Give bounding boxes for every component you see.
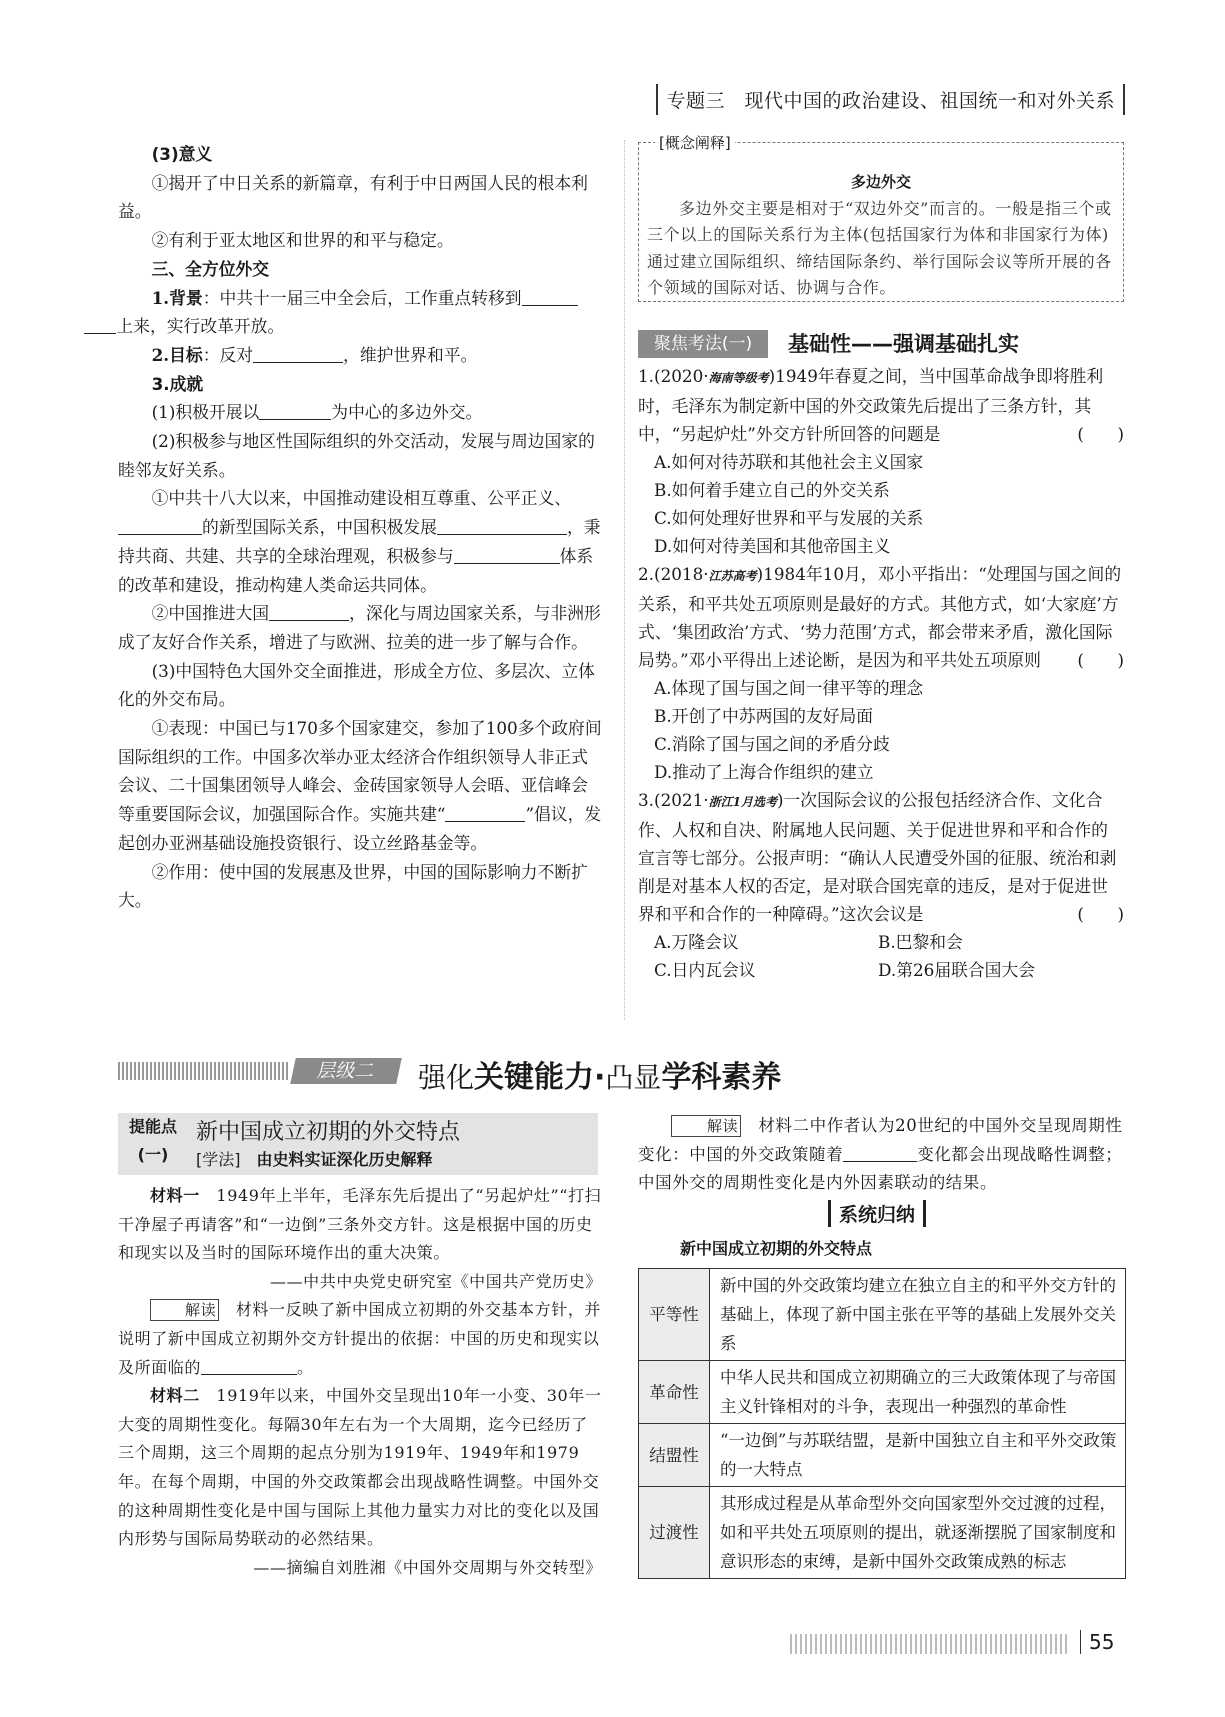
ach-3	[118, 484, 602, 599]
achievement-label: 3.成就	[151, 373, 204, 394]
section-3-title: 三、全方位外交	[151, 258, 270, 279]
q-stem: )一次国际会议的公报包括经济合作、文化合作、人权和自决、附属地人民问题、关于促进世界和平和合作的宣言等七部分。公报声明：“确认人民遭受外国的征服、统治和剥削是对基本人权的否定，是对联合国宪章的违反，是对于促进世界和平和合作的一种障碍。”这次会议是	[638, 790, 1117, 924]
method-tag: 学法	[202, 1150, 235, 1169]
material-1	[118, 1182, 602, 1268]
option[interactable]: D.第26届联合国大会	[878, 960, 1036, 980]
running-header: 专题三 现代中国的政治建设、祖国统一和对外关系	[656, 84, 1125, 115]
yiyi-title: (3)意义	[151, 144, 213, 164]
material-1-source: ——中共中央党史研究室《中国共产党历史》	[269, 1271, 602, 1291]
question-3	[638, 786, 1124, 984]
q-num: 3.	[638, 790, 655, 810]
goal-label: 2.目标	[151, 344, 203, 365]
ach-6	[118, 714, 602, 858]
bg-text-b: 上来，实行改革开放。	[116, 316, 285, 337]
q-year: (2020·	[654, 366, 709, 386]
ach-6a: ①表现：中国已与170多个国家建交，参加了100多个政府间国际组织的工作。中国多次举办亚太经济合作组织领导人非正式会议、二十国集团领导人峰会、金砖国家领导人会晤、亚信峰会等重要国际会议，加强国际合作。实施共建“	[118, 718, 602, 825]
bg-label: 1.背景	[151, 287, 203, 308]
table-row	[639, 1424, 1126, 1487]
jiedu-text-b: 。	[297, 1357, 314, 1377]
row-header: 过渡性	[639, 1487, 710, 1579]
page-number: 55	[1080, 1630, 1122, 1654]
table-row	[639, 1269, 1126, 1361]
blank	[437, 517, 567, 535]
concept-box	[638, 134, 1124, 302]
option[interactable]: B.如何着手建立自己的外交关系	[654, 480, 890, 500]
row-content: 中华人民共和国成立初期确立的三大政策体现了与帝国主义针锋相对的斗争，表现出一种强烈的革命性	[710, 1361, 1126, 1424]
questions	[638, 362, 1124, 984]
material-2	[118, 1382, 602, 1554]
q-source: 江苏高考	[708, 569, 757, 583]
blank	[259, 403, 331, 421]
goal-text-a: ：反对	[202, 344, 254, 365]
materials	[118, 1182, 602, 1582]
goal-line	[118, 341, 602, 370]
method-line: [学法] 由史料实证深化历史解释	[196, 1150, 433, 1169]
focus-title: 基础性——强调基础扎实	[788, 332, 1019, 356]
level-dot: ·	[594, 1060, 606, 1095]
ach-3a: ①中共十八大以来，中国推动建设相互尊重、公平正义、	[151, 488, 572, 509]
options-row	[638, 956, 1124, 984]
ach-4b: ，深化与周边国家关系，与非洲形成了友好合作关系，增进了与欧洲、拉美的进一步了解与合作。	[118, 603, 601, 652]
column-divider	[624, 140, 625, 1020]
blank	[843, 1144, 917, 1162]
row-header: 革命性	[639, 1361, 710, 1424]
question-2	[638, 560, 1124, 786]
row-header: 平等性	[639, 1269, 710, 1361]
level-t2: 关键能力	[474, 1060, 595, 1095]
option[interactable]: D.如何对待美国和其他帝国主义	[654, 536, 891, 556]
options-row	[638, 928, 1124, 956]
table-row	[639, 1361, 1126, 1424]
yiyi-1: ①揭开了中日关系的新篇章，有利于中日两国人民的根本利益。	[118, 172, 588, 222]
jiedu-text-a: 材料二中作者认为20世纪的中国外交呈现周期性变化：中国的外交政策随着	[638, 1116, 1123, 1164]
material-text: 1919年以来，中国外交呈现出10年一小变、30年一大变的周期性变化。每隔30年左右为一个大周期，迄今已经历了三个周期，这三个周期的起点分别为1919年、1949年和1979年。在每个周期，中国的外交政策都会出现战略性调整。中国外交的这种周期性变化是中国与国际上其他力量实力对比的变化以及国内形势与国际局势联动的必然结果。	[118, 1386, 602, 1549]
blank	[253, 345, 343, 363]
ach-1	[118, 398, 602, 427]
jiedu-1	[118, 1296, 602, 1382]
q-year: (2021·	[654, 790, 709, 810]
table-row	[639, 1487, 1126, 1579]
jiedu-text-b: 变化都会出现战略性调整；中国外交的周期性变化是内外因素联动的结果。	[638, 1144, 1123, 1193]
level-title	[418, 1052, 781, 1096]
q-year: (2018·	[654, 564, 709, 584]
jiedu-2-text	[638, 1112, 1126, 1198]
blank	[118, 517, 202, 535]
ach-6b: ”倡议，发起创办亚洲基础设施投资银行、设立丝路基金等。	[118, 804, 602, 853]
answer-paren: ( )	[1077, 424, 1124, 444]
q-stem: )1949年春夏之间，当中国革命战争即将胜利时，毛泽东为制定新中国的外交政策先后提出了三条方针，其中，“另起炉灶”外交方针所回答的问题是	[638, 366, 1104, 444]
ach-7: ②作用：使中国的发展惠及世界，中国的国际影响力不断扩大。	[118, 861, 588, 911]
level-banner	[118, 1050, 1108, 1095]
q-num: 1.	[638, 366, 655, 386]
summary-title: 系统归纳	[828, 1200, 926, 1227]
concept-title: 多边外交	[850, 173, 911, 191]
level-t3: 凸显	[605, 1061, 662, 1094]
summary-subtitle: 新中国成立初期的外交特点	[680, 1239, 873, 1258]
bg-text-a: ：中共十一届三中全会后，工作重点转移到	[202, 287, 522, 308]
concept-tag-text: 概念阐释	[664, 134, 725, 152]
blank	[84, 316, 116, 334]
ach-3c: ，秉持共商、共建、共享的全球治理观，积极参与	[118, 517, 601, 566]
answer-paren: ( )	[1077, 904, 1124, 924]
option[interactable]: A.体现了国与国之间一律平等的理念	[654, 678, 924, 698]
option[interactable]: D.推动了上海合作组织的建立	[654, 762, 874, 782]
option[interactable]: A.如何对待苏联和其他社会主义国家	[654, 452, 924, 472]
jiedu-text-a: 材料一反映了新中国成立初期的外交基本方针，并说明了新中国成立初期外交方针提出的依据：中国的历史和现实以及所面临的	[118, 1300, 602, 1377]
ability-title: 新中国成立初期的外交特点	[196, 1120, 461, 1145]
material-label: 材料一	[150, 1186, 200, 1205]
q-stem: )1984年10月，邓小平指出：“处理国与国之间的关系，和平共处五项原则是最好的方式。其他方式，如‘大家庭’方式、‘集团政治’方式、‘势力范围’方式，都会带来矛盾，激化国际局势。”邓小平得出上述论断，是因为和平共处五项原则	[638, 564, 1122, 670]
level-box: 层级二	[290, 1058, 402, 1084]
ach-3d: 体系的改革和建设，推动构建人类命运共同体。	[118, 545, 594, 595]
q-num: 2.	[638, 564, 655, 584]
option[interactable]: B.巴黎和会	[878, 932, 963, 952]
concept-tag: [概念阐释]	[655, 130, 735, 157]
footer-hatch	[790, 1634, 1070, 1654]
option[interactable]: B.开创了中苏两国的友好局面	[654, 706, 874, 726]
focus-label: 聚焦考法(一)	[638, 330, 768, 358]
ability-k2: (一)	[137, 1145, 169, 1164]
focus-band	[638, 330, 1124, 358]
q-source: 浙江1月选考	[708, 795, 777, 809]
row-content: 新中国的外交政策均建立在独立自主的和平外交方针的基础上，体现了新中国主张在平等的基础上发展外交关系	[710, 1269, 1126, 1361]
jiedu-2	[638, 1112, 1126, 1198]
question-1	[638, 362, 1124, 560]
ach-1a: (1)积极开展以	[151, 402, 260, 423]
material-text: 1949年上半年，毛泽东先后提出了“另起炉灶”“打扫干净屋子再请客”和“一边倒”三条外交方针。这是根据中国的历史和现实以及当时的国际环境作出的重大决策。	[118, 1186, 602, 1263]
jiedu-tag: 解读	[671, 1115, 741, 1137]
jiedu-tag: 解读	[150, 1299, 219, 1321]
ach-5: (3)中国特色大国外交全面推进，形成全方位、多层次、立体化的外交布局。	[118, 660, 595, 710]
row-content: 其形成过程是从革命型外交向国家型外交过渡的过程，如和平共处五项原则的提出，就逐渐摆脱了国家制度和意识形态的束缚，是新中国外交政策成熟的标志	[710, 1487, 1126, 1579]
blank	[269, 603, 349, 621]
summary-table	[638, 1268, 1126, 1579]
goal-text-b: ，维护世界和平。	[343, 344, 478, 365]
yiyi-2: ②有利于亚太地区和世界的和平与稳定。	[151, 230, 454, 251]
ach-1b: 为中心的多边外交。	[331, 402, 483, 423]
option[interactable]: C.日内瓦会议	[654, 960, 756, 980]
answer-paren: ( )	[1077, 650, 1124, 670]
ability-point-header	[118, 1113, 598, 1175]
row-header: 结盟性	[639, 1424, 710, 1487]
level-t4: 学科素养	[661, 1060, 782, 1095]
ach-4	[118, 599, 602, 656]
concept-body: 多边外交主要是相对于“双边外交”而言的。一般是指三个或三个以上的国际关系行为主体(包括国家行为体和非国家行为体)通过建立国际组织、缔结国际条约、举行国际会议等所开展的各个领域的国际对话、协调与合作。	[647, 198, 1112, 297]
option[interactable]: C.消除了国与国之间的矛盾分歧	[654, 734, 890, 754]
left-column	[118, 140, 602, 915]
row-content: “一边倒”与苏联结盟，是新中国独立自主和平外交政策的一大特点	[710, 1424, 1126, 1487]
blank	[201, 1358, 297, 1375]
ach-2: (2)积极参与地区性国际组织的外交活动，发展与周边国家的睦邻友好关系。	[118, 431, 595, 480]
background-line	[118, 284, 602, 341]
blank	[522, 288, 578, 306]
level-t1: 强化	[418, 1061, 475, 1094]
hatch-decoration	[118, 1062, 288, 1080]
q-source: 海南等级考	[708, 371, 769, 385]
ability-k1: 提能点	[128, 1117, 177, 1136]
method-text: 由史料实证深化历史解释	[256, 1150, 433, 1169]
blank	[454, 546, 560, 564]
material-2-source: ——摘编自刘胜湘《中国外交周期与外交转型》	[253, 1557, 602, 1577]
material-label: 材料二	[150, 1386, 200, 1406]
ach-4a: ②中国推进大国	[151, 603, 270, 624]
blank	[445, 804, 525, 822]
ach-3b: 的新型国际关系，中国积极发展	[202, 517, 437, 538]
option[interactable]: C.如何处理好世界和平与发展的关系	[654, 508, 924, 528]
ability-key	[118, 1113, 188, 1175]
option[interactable]: A.万隆会议	[654, 932, 739, 952]
